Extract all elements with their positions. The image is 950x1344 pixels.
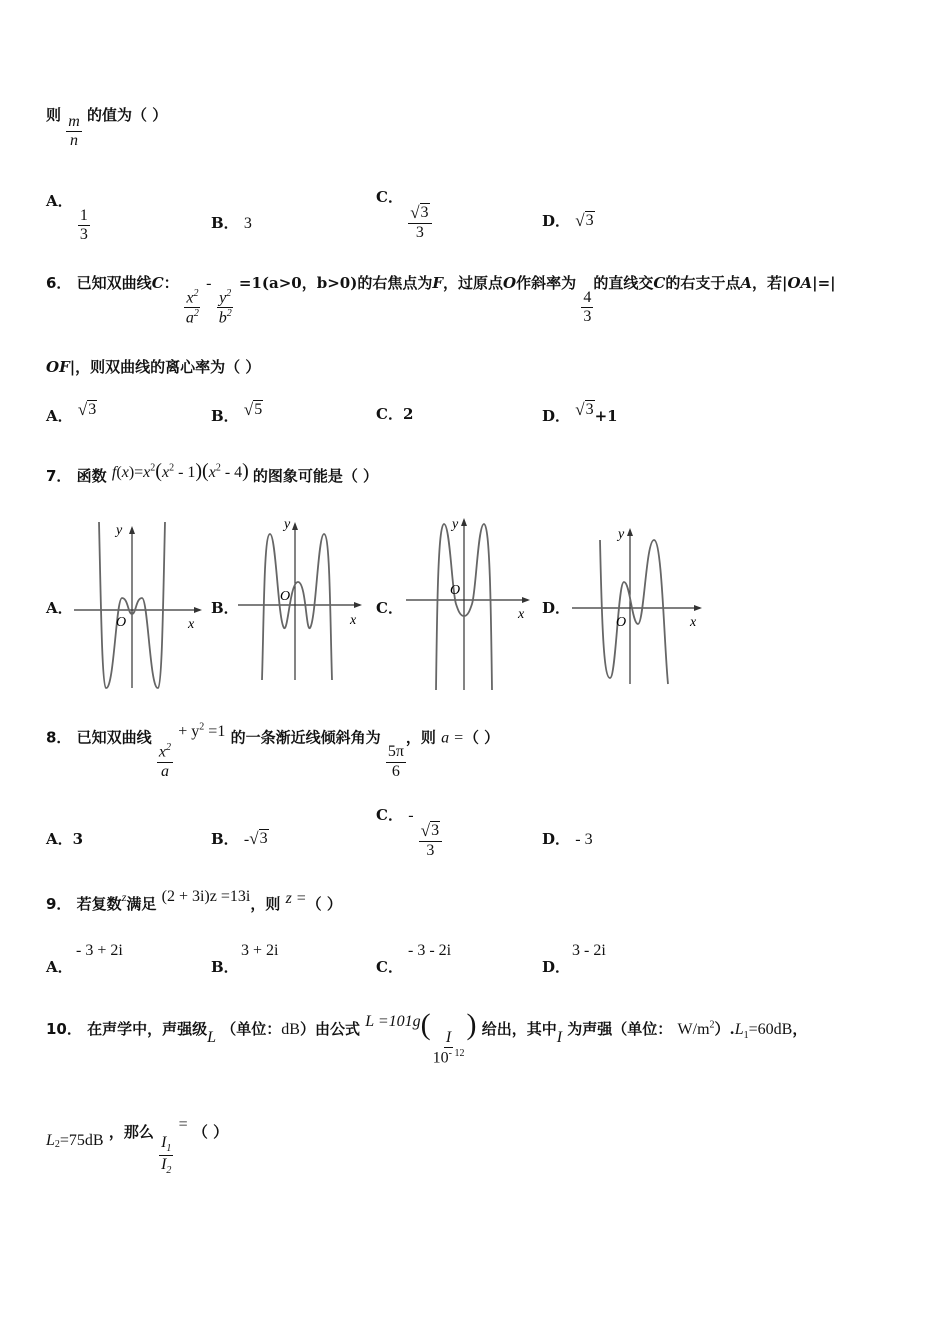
q10-formula-frac: $\frac{I}{10^{- 12}}$ <box>432 1029 465 1067</box>
q9-option-c-value: - 3 - 2i <box>408 942 452 959</box>
x-label: x <box>690 615 697 630</box>
q9-option-b-value: 3 + 2i <box>241 942 279 959</box>
q7-option-a[interactable]: A． <box>46 599 73 617</box>
q6-option-a[interactable]: A． √ 3 <box>46 400 97 425</box>
y-label: y <box>618 527 625 542</box>
q9-option-a[interactable]: A． <box>46 958 73 976</box>
q6-stem-line1: 6． 已知双曲线C： $\frac{x^2}{a^2}$ - $\frac{y^2}{b^2}$ =1(a>0，b>0)的右焦点为F，过原点O作斜率为 $\frac{4}{3}$ 的直线交C的右支于点A，若|OA|=| <box>46 274 836 327</box>
q5-fraction: $\frac{m}{n}$ <box>68 113 80 150</box>
q10-stem-line1: 10． 在声学中，声强级L （单位：dB）由公式 L =101g( $\frac{I}{10^{- 12}}$ ) 给出，其中I 为声强（单位： $W/m^2).L_1=60dB$， <box>46 1008 808 1067</box>
q7-stem: 7． 函数 $f(x)=x^2(x^2 - 1)(x^2 - 4)$ 的图象可能是（ ） <box>46 460 379 485</box>
q8-stem: 8． 已知双曲线 $\frac{x^2}{a}$ + $y^2 =1$ 的一条渐近线倾斜角为 $\frac{5\pi}{6}$ ，则 a =（ ） <box>46 722 500 780</box>
q6-slope: $\frac{4}{3}$ <box>583 289 592 326</box>
q6-option-c[interactable]: C．2 <box>376 405 414 423</box>
origin-label: O <box>616 615 627 630</box>
q9-option-d-value: 3 - 2i <box>572 942 606 959</box>
q9-stem: 9． 若复数$^z$满足 (2 + 3i)z =13i，则 z =（ ） <box>46 888 342 913</box>
q7-graph-a <box>68 518 208 694</box>
q5-option-b[interactable]: B． 3 <box>211 214 252 232</box>
q10-stem-line2: $L_2=75dB$ ，那么 $\frac{I_1}{I_2}$ = （ ） <box>46 1116 229 1176</box>
q7-graph-b <box>232 512 372 688</box>
q9-option-b[interactable]: B． <box>211 958 239 976</box>
q10-ratio: $\frac{I_1}{I_2}$ <box>161 1134 172 1176</box>
origin-label: O <box>450 583 461 598</box>
q7-option-c[interactable]: C． <box>376 599 403 617</box>
q8-option-d[interactable]: D． - 3 <box>542 830 593 848</box>
q5-option-c[interactable]: C． √ 3 3 <box>376 186 432 243</box>
q7-function: $f(x)=x^2(x^2 - 1)(x^2 - 4)$ <box>111 460 249 482</box>
y-label: y <box>116 523 123 538</box>
q8-x-frac: $\frac{x^2}{a}$ <box>158 742 172 780</box>
q7-option-b[interactable]: B． <box>211 599 239 617</box>
q8-angle: $\frac{5\pi}{6}$ <box>387 743 404 780</box>
q7-graph-d <box>568 522 708 688</box>
q9-option-a-value: - 3 + 2i <box>76 942 123 959</box>
x-label: x <box>350 613 357 628</box>
origin-label: O <box>116 615 127 630</box>
y-label: y <box>452 517 459 532</box>
q5-option-d[interactable]: D． √ 3 <box>542 211 594 230</box>
q9-option-c[interactable]: C． <box>376 958 403 976</box>
q8-option-a[interactable]: A．3 <box>46 830 84 848</box>
x-label: x <box>188 617 195 632</box>
origin-label: O <box>280 589 291 604</box>
q8-option-b[interactable]: B． - √ 3 <box>211 829 268 848</box>
q7-graph-c <box>402 512 542 694</box>
q6-option-d[interactable]: D． √ 3 +1 <box>542 400 618 425</box>
q5-option-a[interactable]: A． $\frac{1}{3}$ <box>46 192 88 244</box>
q7-option-d[interactable]: D． <box>542 599 571 617</box>
curve <box>600 540 668 684</box>
q6-y-frac: $\frac{y^2}{b^2}$ <box>218 287 232 327</box>
q8-option-c[interactable]: C． - √ 3 3 <box>376 804 442 861</box>
q6-option-b[interactable]: B． √ 5 <box>211 400 263 425</box>
y-label: y <box>284 517 291 532</box>
q6-x-frac: $\frac{x^2}{a^2}$ <box>185 287 199 327</box>
x-label: x <box>518 607 525 622</box>
q9-option-d[interactable]: D． <box>542 958 571 976</box>
curve <box>262 534 332 680</box>
q6-stem-line2: OF|，则双曲线的离心率为（ ） <box>46 358 261 376</box>
q5-stem: 则 $\frac{m}{n}$ 的值为（ ） <box>46 106 168 150</box>
